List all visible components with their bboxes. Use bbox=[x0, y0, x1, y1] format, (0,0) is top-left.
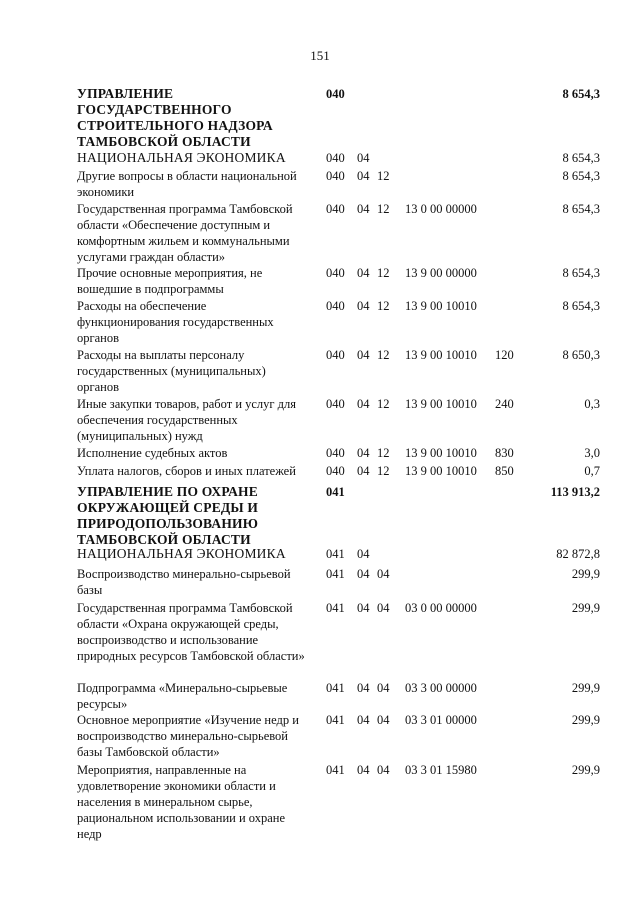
row-pr: 12 bbox=[377, 202, 390, 216]
row-name: Уплата налогов, сборов и иных платежей bbox=[77, 464, 296, 478]
row-pr: 12 bbox=[377, 348, 390, 362]
row-ved: 040 bbox=[326, 266, 345, 280]
row-name: Расходы на выплаты персоналу государственных (муниципальных) органов bbox=[77, 348, 266, 394]
row-name: Прочие основные мероприятия, не вошедшие в подпрограммы bbox=[77, 266, 263, 296]
row-name: УПРАВЛЕНИЕ ГОСУДАРСТВЕННОГО СТРОИТЕЛЬНОГО НАДЗОРА ТАМБОВСКОЙ ОБЛАСТИ bbox=[77, 86, 273, 149]
page-number: 151 bbox=[310, 48, 330, 63]
row-rz: 04 bbox=[357, 567, 370, 581]
row-sum: 0,7 bbox=[584, 464, 600, 478]
row-ved: 040 bbox=[326, 151, 345, 165]
row-sum: 8 654,3 bbox=[562, 202, 600, 216]
row-rz: 04 bbox=[357, 763, 370, 777]
row-sum: 82 872,8 bbox=[556, 547, 600, 561]
row-sum: 8 654,3 bbox=[562, 169, 600, 183]
row-ved: 040 bbox=[326, 397, 345, 411]
row-name: Государственная программа Тамбовской области «Обеспечение доступным и комфортным жильем и коммунальными услугами граждан области» bbox=[77, 202, 293, 264]
row-ved: 040 bbox=[326, 202, 345, 216]
row-csr: 13 9 00 00000 bbox=[405, 266, 477, 280]
row-ved: 041 bbox=[326, 763, 345, 777]
row-sum: 8 654,3 bbox=[562, 151, 600, 165]
row-sum: 8 654,3 bbox=[562, 266, 600, 280]
row-rz: 04 bbox=[357, 299, 370, 313]
row-sum: 8 654,3 bbox=[562, 87, 600, 101]
row-vr: 120 bbox=[495, 348, 514, 362]
row-csr: 03 3 00 00000 bbox=[405, 681, 477, 695]
row-ved: 040 bbox=[326, 299, 345, 313]
row-pr: 04 bbox=[377, 567, 390, 581]
row-name: Другие вопросы в области национальной экономики bbox=[77, 169, 297, 199]
row-sum: 299,9 bbox=[571, 763, 600, 777]
row-ved: 040 bbox=[326, 446, 345, 460]
row-rz: 04 bbox=[357, 266, 370, 280]
row-pr: 04 bbox=[377, 713, 390, 727]
row-csr: 13 0 00 00000 bbox=[405, 202, 477, 216]
row-name: УПРАВЛЕНИЕ ПО ОХРАНЕ ОКРУЖАЮЩЕЙ СРЕДЫ И ПРИРОДОПОЛЬЗОВАНИЮ ТАМБОВСКОЙ ОБЛАСТИ bbox=[77, 484, 259, 547]
row-ved: 041 bbox=[326, 567, 345, 581]
row-rz: 04 bbox=[357, 202, 370, 216]
row-vr: 850 bbox=[495, 464, 514, 478]
row-sum: 8 650,3 bbox=[562, 348, 600, 362]
row-csr: 13 9 00 10010 bbox=[405, 464, 477, 478]
row-name: Государственная программа Тамбовской области «Охрана окружающей среды, воспроизводство и использование природных ресурсов Тамбовской области» bbox=[77, 601, 305, 663]
row-name: НАЦИОНАЛЬНАЯ ЭКОНОМИКА bbox=[77, 150, 286, 165]
row-vr: 830 bbox=[495, 446, 514, 460]
row-pr: 04 bbox=[377, 681, 390, 695]
row-name: Расходы на обеспечение функционирования государственных органов bbox=[77, 299, 274, 345]
row-pr: 12 bbox=[377, 446, 390, 460]
row-rz: 04 bbox=[357, 681, 370, 695]
row-csr: 03 3 01 00000 bbox=[405, 713, 477, 727]
row-rz: 04 bbox=[357, 348, 370, 362]
row-sum: 3,0 bbox=[584, 446, 600, 460]
row-sum: 299,9 bbox=[571, 567, 600, 581]
row-ved: 041 bbox=[326, 547, 345, 561]
row-ved: 040 bbox=[326, 169, 345, 183]
row-ved: 041 bbox=[326, 681, 345, 695]
row-sum: 299,9 bbox=[571, 681, 600, 695]
row-sum: 113 913,2 bbox=[550, 485, 600, 499]
row-rz: 04 bbox=[357, 547, 370, 561]
row-name: Воспроизводство минерально-сырьевой базы bbox=[77, 567, 291, 597]
row-sum: 8 654,3 bbox=[562, 299, 600, 313]
row-csr: 13 9 00 10010 bbox=[405, 446, 477, 460]
row-pr: 04 bbox=[377, 601, 390, 615]
row-vr: 240 bbox=[495, 397, 514, 411]
row-rz: 04 bbox=[357, 601, 370, 615]
row-name: Иные закупки товаров, работ и услуг для обеспечения государственных (муниципальных) нужд bbox=[77, 397, 297, 443]
row-csr: 13 9 00 10010 bbox=[405, 299, 477, 313]
row-rz: 04 bbox=[357, 397, 370, 411]
row-name: Основное мероприятие «Изучение недр и воспроизводство минерально-сырьевой базы Тамбовской области» bbox=[77, 713, 299, 759]
row-name: НАЦИОНАЛЬНАЯ ЭКОНОМИКА bbox=[77, 546, 286, 561]
row-rz: 04 bbox=[357, 464, 370, 478]
row-rz: 04 bbox=[357, 151, 370, 165]
row-name: Исполнение судебных актов bbox=[77, 446, 228, 460]
row-pr: 12 bbox=[377, 299, 390, 313]
row-sum: 299,9 bbox=[571, 713, 600, 727]
row-rz: 04 bbox=[357, 446, 370, 460]
row-sum: 299,9 bbox=[571, 601, 600, 615]
row-csr: 03 0 00 00000 bbox=[405, 601, 477, 615]
row-sum: 0,3 bbox=[584, 397, 600, 411]
row-ved: 040 bbox=[326, 348, 345, 362]
row-name: Подпрограмма «Минерально-сырьевые ресурсы» bbox=[77, 681, 288, 711]
row-pr: 04 bbox=[377, 763, 390, 777]
row-ved: 041 bbox=[326, 713, 345, 727]
row-pr: 12 bbox=[377, 464, 390, 478]
row-ved: 041 bbox=[326, 601, 345, 615]
row-csr: 13 9 00 10010 bbox=[405, 397, 477, 411]
row-ved: 040 bbox=[326, 87, 345, 101]
row-pr: 12 bbox=[377, 169, 390, 183]
row-csr: 03 3 01 15980 bbox=[405, 763, 477, 777]
row-ved: 041 bbox=[326, 485, 345, 499]
row-rz: 04 bbox=[357, 169, 370, 183]
row-pr: 12 bbox=[377, 266, 390, 280]
row-rz: 04 bbox=[357, 713, 370, 727]
row-csr: 13 9 00 10010 bbox=[405, 348, 477, 362]
row-ved: 040 bbox=[326, 464, 345, 478]
row-name: Мероприятия, направленные на удовлетворение экономики области и населения в минеральном сырье, рациональном использовании и охране недр bbox=[77, 763, 286, 841]
row-pr: 12 bbox=[377, 397, 390, 411]
